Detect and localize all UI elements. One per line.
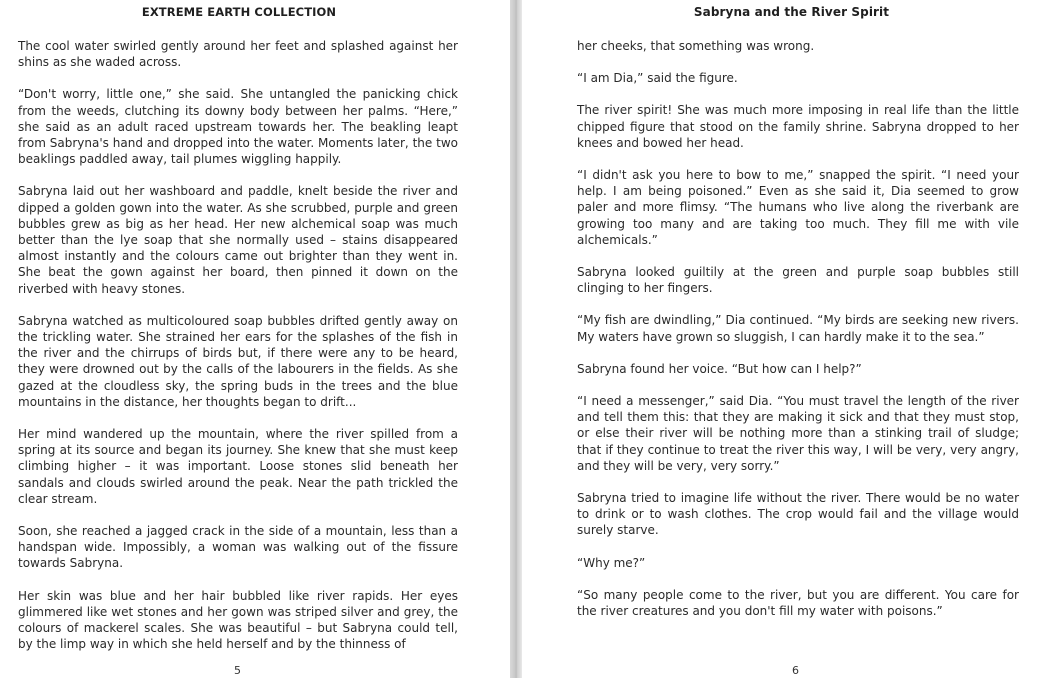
paragraph: “My fish are dwindling,” Dia continued. “My birds are seeking new rivers. My waters have grown so sluggish, I can hardly make it to the sea.” <box>577 313 1019 344</box>
paragraph: “So many people come to the river, but you are different. You care for the river creatures and you don't fill my water with poisons.” <box>577 587 1019 619</box>
page-number-left: 5 <box>234 664 241 677</box>
paragraph: The cool water swirled gently around her feet and splashed against her shins as she waded across. <box>18 39 458 70</box>
paragraph: her cheeks, that something was wrong. <box>577 39 815 53</box>
paragraph: Her skin was blue and her hair bubbled like river rapids. Her eyes glimmered like wet stones and her gown was striped silver and grey, the colours of mackerel scales. She was beautiful – but Sabryna could tell, by the limp way in which she held herself and by the thinness of <box>18 588 458 652</box>
paragraph: “Don't worry, little one,” she said. She untangled the panicking chick from the weeds, clutching its downy body between her palms. “Here,” she said as an adult raced upstream towards her. The beakling leapt from Sabryna's hand and dropped into the water. Moments later, the two beaklings paddled away, tail plumes wiggling happily. <box>18 87 458 167</box>
running-header-left: EXTREME EARTH COLLECTION <box>141 5 337 19</box>
page-number-right: 6 <box>792 664 799 677</box>
left-page-body <box>18 38 458 669</box>
paragraph: “I need a messenger,” said Dia. “You must travel the length of the river and tell them this: that they are making it sick and that they must stop, or else their river will be nothing more than a stinking trail of sludge; that if they continue to treat the river this way, I will be very, very angry, and they will be very, very sorry.” <box>577 394 1019 473</box>
right-page-body <box>577 38 1019 635</box>
paragraph: “I didn't ask you here to bow to me,” snapped the spirit. “I need your help. I am being poisoned.” Even as she said it, Dia seemed to grow paler and more flimsy. “The humans who live along the riverbank are growing too many and are taking too much. They fill me with vile alchemicals.” <box>577 168 1019 247</box>
paragraph: Sabryna tried to imagine life without the river. There would be no water to drink or to wash clothes. The crop would fail and the village would surely starve. <box>577 491 1019 538</box>
paragraph: “I am Dia,” said the figure. <box>577 71 738 86</box>
paragraph: Sabryna looked guiltily at the green and purple soap bubbles still clinging to her fingers. <box>577 265 1019 296</box>
left-page <box>0 0 512 678</box>
book-gutter <box>510 0 522 678</box>
paragraph: Her mind wandered up the mountain, where the river spilled from a spring at its source and began its journey. She knew that she must keep climbing higher – it was important. Loose stones slid beneath her sandals and clouds swirled around the peak. Near the path trickled the clear stream. <box>18 427 458 506</box>
paragraph: Sabryna watched as multicoloured soap bubbles drifted gently away on the trickling water. She strained her ears for the splashes of the fish in the river and the chirrups of birds but, if there were any to be heard, they were drowned out by the calls of the labourers in the fields. As she gazed at the cloudless sky, the spring buds in the trees and the blue mountains in the distance, her thoughts began to drift... <box>18 313 458 409</box>
paragraph: “Why me?” <box>577 555 646 570</box>
right-page <box>522 0 1051 678</box>
running-header-right: Sabryna and the River Spirit <box>693 5 890 19</box>
paragraph: Sabryna laid out her washboard and paddle, knelt beside the river and dipped a golden gown into the water. As she scrubbed, purple and green bubbles grew as big as her head. Her new alchemical soap was much better than the lye soap that she normally used – stains disappeared almost instantly and the colours came out brighter than they went in. She beat the gown against her board, then pinned it down on the riverbed with heavy stones. <box>18 184 458 296</box>
paragraph: Sabryna found her voice. “But how can I help?” <box>577 361 862 376</box>
paragraph: The river spirit! She was much more imposing in real life than the little chipped figure that stood on the family shrine. Sabryna dropped to her knees and bowed her head. <box>577 103 1019 150</box>
paragraph: Soon, she reached a jagged crack in the side of a mountain, less than a handspan wide. Impossibly, a woman was walking out of the fissure towards Sabryna. <box>18 524 458 571</box>
